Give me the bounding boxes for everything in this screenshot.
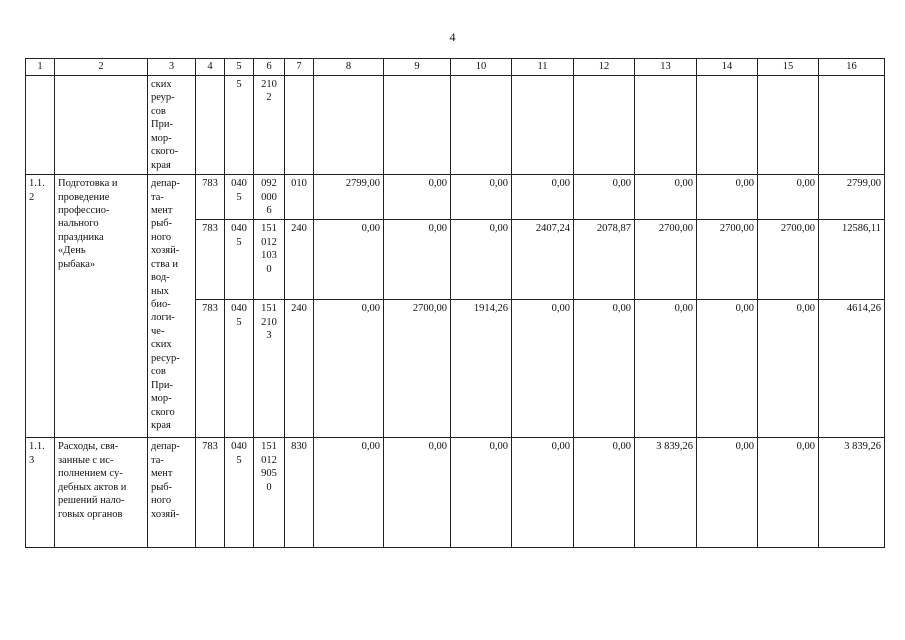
value-cell: 0,00	[758, 438, 819, 548]
header-cell: 3	[148, 59, 196, 76]
value-cell: 0,00	[314, 300, 384, 438]
expense-type-cell: 010	[285, 175, 314, 220]
value-cell: 2700,00	[384, 300, 451, 438]
header-cell: 5	[225, 59, 254, 76]
value-cell: 0,00	[574, 300, 635, 438]
expense-type-cell: 240	[285, 300, 314, 438]
value-cell: 0,00	[314, 220, 384, 300]
value-cell: 2700,00	[758, 220, 819, 300]
header-cell: 16	[819, 59, 885, 76]
ministry-code-cell: 783	[196, 175, 225, 220]
table-row	[26, 175, 885, 220]
ministry-code-cell: 783	[196, 220, 225, 300]
measure-name-cell: Подготовка и проведение профессио- нального праздника «День рыбака»	[55, 175, 148, 438]
header-cell: 12	[574, 59, 635, 76]
value-cell: 0,00	[384, 220, 451, 300]
value-cell: 0,00	[635, 175, 697, 220]
value-cell: 0,00	[697, 438, 758, 548]
target-code-cell: 151 012 103 0	[254, 220, 285, 300]
total-cell: 4614,26	[819, 300, 885, 438]
header-cell: 6	[254, 59, 285, 76]
executor-cell: ских реур- сов При- мор- ского- края	[148, 76, 196, 175]
value-cell: 0,00	[758, 175, 819, 220]
header-cell: 4	[196, 59, 225, 76]
target-code-cell: 151 210 3	[254, 300, 285, 438]
executor-cell: депар- та- мент рыб- ного хозяй- ства и вод- ных био- логи- че- ских ресур- сов При- мор- ского края	[148, 175, 196, 438]
header-cell: 15	[758, 59, 819, 76]
section-code-cell: 040 5	[225, 438, 254, 548]
header-cell: 2	[55, 59, 148, 76]
item-number-cell: 1.1. 2	[26, 175, 55, 438]
target-code-cell: 092 000 6	[254, 175, 285, 220]
value-cell: 0,00	[574, 175, 635, 220]
value-cell: 0,00	[697, 175, 758, 220]
item-number-cell: 1.1. 3	[26, 438, 55, 548]
value-cell: 0,00	[451, 175, 512, 220]
ministry-code-cell: 783	[196, 438, 225, 548]
target-code-cell: 151 012 905 0	[254, 438, 285, 548]
header-cell: 14	[697, 59, 758, 76]
value-cell: 2700,00	[697, 220, 758, 300]
value-cell: 0,00	[512, 175, 574, 220]
value-cell: 0,00	[758, 300, 819, 438]
header-cell: 7	[285, 59, 314, 76]
table-row	[26, 438, 885, 548]
value-cell: 3 839,26	[635, 438, 697, 548]
ministry-code-cell: 783	[196, 300, 225, 438]
value-cell: 0,00	[451, 438, 512, 548]
expense-type-cell: 830	[285, 438, 314, 548]
value-cell: 2799,00	[314, 175, 384, 220]
column-number-row	[26, 59, 885, 76]
target-code-cell: 210 2	[254, 76, 285, 175]
value-cell: 0,00	[384, 438, 451, 548]
section-code-cell: 5	[225, 76, 254, 175]
section-code-cell: 040 5	[225, 300, 254, 438]
value-cell: 0,00	[384, 175, 451, 220]
value-cell: 0,00	[635, 300, 697, 438]
header-cell: 1	[26, 59, 55, 76]
value-cell: 2078,87	[574, 220, 635, 300]
total-cell: 2799,00	[819, 175, 885, 220]
value-cell: 0,00	[314, 438, 384, 548]
measure-name-cell: Расходы, свя- занные с ис- полнением су- дебных актов и решений нало- говых органов	[55, 438, 148, 548]
header-cell: 13	[635, 59, 697, 76]
value-cell: 0,00	[574, 438, 635, 548]
value-cell: 2700,00	[635, 220, 697, 300]
total-cell: 12586,11	[819, 220, 885, 300]
executor-cell: депар- та- мент рыб- ного хозяй-	[148, 438, 196, 548]
value-cell: 0,00	[512, 300, 574, 438]
section-code-cell: 040 5	[225, 175, 254, 220]
value-cell: 2407,24	[512, 220, 574, 300]
expense-type-cell: 240	[285, 220, 314, 300]
header-cell: 8	[314, 59, 384, 76]
header-cell: 9	[384, 59, 451, 76]
budget-table	[25, 58, 885, 548]
value-cell: 1914,26	[451, 300, 512, 438]
value-cell: 0,00	[512, 438, 574, 548]
value-cell: 0,00	[451, 220, 512, 300]
value-cell: 0,00	[697, 300, 758, 438]
total-cell: 3 839,26	[819, 438, 885, 548]
header-cell: 11	[512, 59, 574, 76]
page-number: 4	[449, 30, 456, 44]
continuation-row	[26, 76, 885, 175]
section-code-cell: 040 5	[225, 220, 254, 300]
header-cell: 10	[451, 59, 512, 76]
